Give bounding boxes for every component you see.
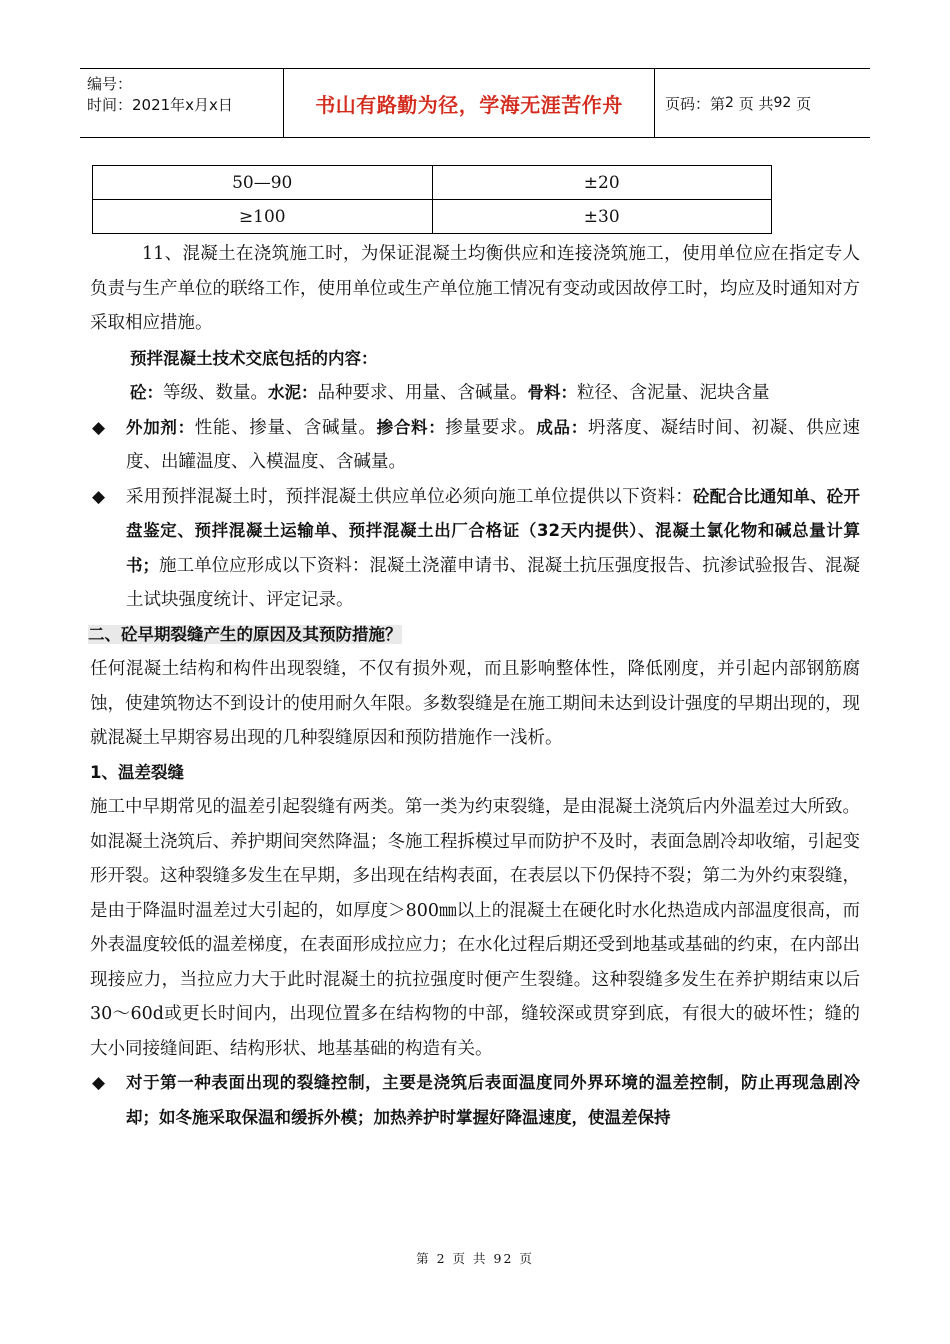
header-page-total: 92 (773, 95, 792, 111)
handover-bullet-1: ◆ 外加剂：性能、掺量、含碱量。掺合料：掺量要求。成品：坍落度、凝结时间、初凝、供应速度、出罐温度、入模温度、含碱量。 (90, 411, 860, 480)
header-page-number: 页码：第 2 页 共 92 页 (665, 94, 812, 113)
table-row (93, 166, 772, 200)
document-body (90, 237, 860, 1135)
subsection-1-paragraph: 施工中早期常见的温差引起裂缝有两类。第一类为约束裂缝，是由混凝土浇筑后内外温差过大所致。如混凝土浇筑后、养护期间突然降温；冬施工程拆模过早而防护不及时，表面急剧冷却收缩，引起变形开裂。这种裂缝多发生在早期，多出现在结构表面，在表层以下仍保持不裂；第二为外约束裂缝，是由于降温时温差过大引起的，如厚度＞800㎜以上的混凝土在硬化时水化热造成内部温度很高，而外表温度较低的温差梯度，在表面形成拉应力；在水化过程后期还受到地基或基础的约束，在内部出现接应力，当拉应力大于此时混凝土的抗拉强度时便产生裂缝。这种裂缝多发生在养护期结束以后30～60d或更长时间内，出现位置多在结构物的中部，缝较深或贯穿到底，有很大的破坏性；缝的大小同接缝间距、结构形状、地基基础的构造有关。 (90, 797, 860, 1059)
serial-label: 编号： (87, 75, 133, 93)
diamond-bullet-icon: ◆ (92, 1073, 106, 1093)
handover-title: 预拌混凝土技术交底包括的内容： (130, 348, 378, 368)
date-label: 时间：2021年x月x日 (87, 96, 233, 114)
footer-page-current: 2 (436, 1251, 447, 1266)
handover-line-1: 砼：等级、数量。水泥：品种要求、用量、含碱量。骨料：粒径、含泥量、泥块含量 (130, 383, 770, 403)
table-cell: ≥100 (93, 200, 433, 234)
section-2-paragraph: 任何混凝土结构和构件出现裂缝，不仅有损外观，而且影响整体性，降低刚度，并引起内部钢筋腐蚀，使建筑物达不到设计的使用耐久年限。多数裂缝是在施工期间未达到设计强度的早期出现的，现就混凝土早期容易出现的几种裂缝原因和预防措施作一浅析。 (90, 659, 860, 748)
table-cell: ±20 (432, 166, 772, 200)
page-header (80, 68, 870, 138)
header-meta (80, 69, 283, 137)
control-bullet: ◆ 对于第一种表面出现的裂缝控制，主要是浇筑后表面温度同外界环境的温差控制，防止再现急剧冷却；如冬施采取保温和缓拆外模；加热养护时掌握好降温速度，使温差保持 (90, 1066, 860, 1135)
table-cell: 50—90 (93, 166, 433, 200)
diamond-bullet-icon: ◆ (92, 417, 106, 438)
table-row (93, 200, 772, 234)
page-footer: 第 2 页 共 92 页 (416, 1251, 534, 1266)
handover-bullet-2: ◆ 采用预拌混凝土时，预拌混凝土供应单位必须向施工单位提供以下资料：砼配合比通知单、砼开盘鉴定、预拌混凝土运输单、预拌混凝土出厂合格证（32天内提供）、混凝土氯化物和碱总量计算书；施工单位应形成以下资料：混凝土浇灌申请书、混凝土抗压强度报告、抗渗试验报告、混凝土试块强度统计、评定记录。 (90, 480, 860, 618)
section-2-title: 二、砼早期裂缝产生的原因及其预防措施？ (88, 624, 402, 644)
diamond-bullet-icon: ◆ (92, 486, 106, 507)
table-cell: ±30 (432, 200, 772, 234)
paragraph-item-11: 11、混凝土在浇筑施工时，为保证混凝土均衡供应和连接浇筑施工，使用单位应在指定专人负责与生产单位的联络工作，使用单位或生产单位施工情况有变动或因故停工时，均应及时通知对方采取相应措施。 (90, 244, 860, 333)
header-motto: 书山有路勤为径，学海无涯苦作舟 (283, 69, 655, 137)
slump-tolerance-table (92, 165, 772, 234)
subsection-1-title: 1、温差裂缝 (90, 762, 184, 782)
header-page-current: 2 (725, 95, 734, 111)
footer-page-total: 92 (493, 1251, 514, 1266)
